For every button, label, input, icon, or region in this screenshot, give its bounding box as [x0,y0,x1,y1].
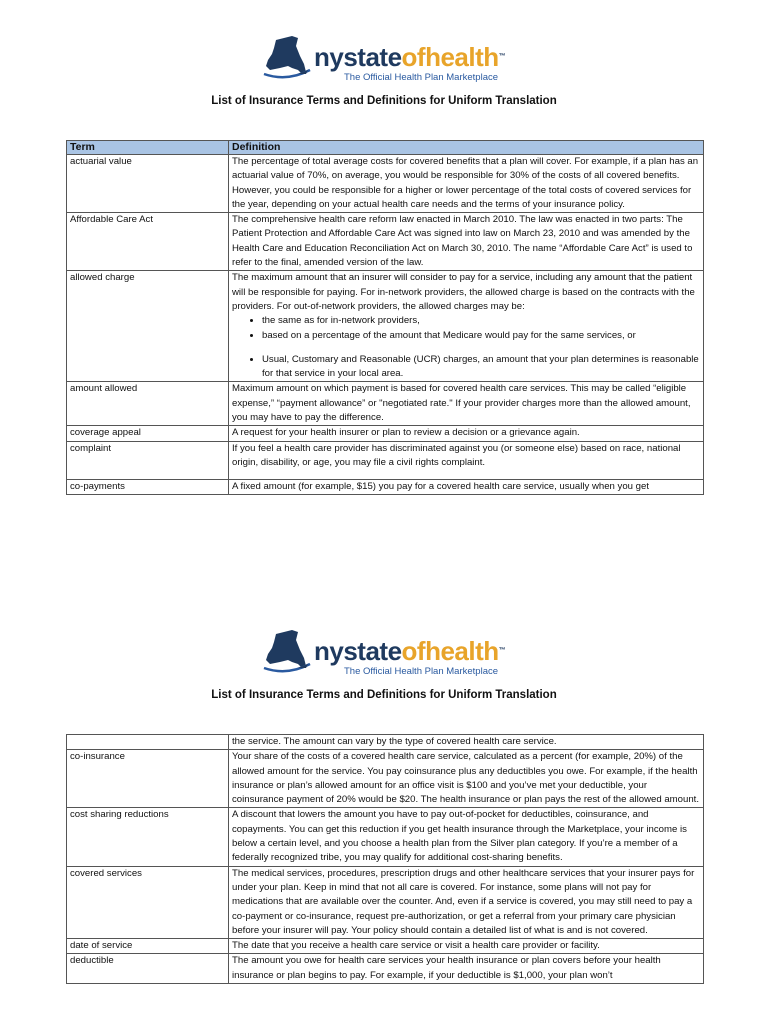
table-row [67,271,704,382]
page-2 [0,520,768,1024]
table-row [67,441,704,479]
definition-cell: The medical services, procedures, prescription drugs and other healthcare services that your insurer pays for under your plan. Keep in mind that not all care is covered. For instance, some plans will not pay for medications that are available over the counter. And, even if a service is covered, you may still need to pay a co-payment or co-insurance, request pre-authorization, or get a referral from your primary care physician before your insurer will pay. Your policy should contain a detailed list of what is and is not covered. [229,866,704,938]
definition-cell [229,271,704,382]
definition-cell: the service. The amount can vary by the type of covered health care service. [229,735,704,750]
definition-cell: A request for your health insurer or plan to review a decision or a grievance again. [229,426,704,441]
terms-table [66,140,704,495]
term-cell: covered services [67,866,229,938]
table-row [67,735,704,750]
terms-table [66,734,704,984]
tagline: The Official Health Plan Marketplace [344,72,499,83]
list-item: • the same as for in-network providers, [262,314,700,328]
definition-header: Definition [229,141,704,155]
table-row [67,382,704,426]
term-cell: co-payments [67,479,229,494]
term-cell: coverage appeal [67,426,229,441]
table-row [67,866,704,938]
term-header: Term [67,141,229,155]
table-row [67,939,704,954]
table-row [67,750,704,808]
definition-cell: A discount that lowers the amount you have to pay out-of-pocket for deductibles, coinsurance, and copayments. You can get this reduction if you get health insurance through the Marketplace, your income is below a certain level, and you choose a health plan from the Silver plan category. If you’re a member of a federally recognized tribe, you may qualify for additional cost-sharing benefits. [229,808,704,866]
table-row [67,954,704,984]
list-item: • based on a percentage of the amount that Medicare would pay for the same services, or [262,329,700,343]
document-title: List of Insurance Terms and Definitions for Uniform Translation [211,95,557,107]
term-cell: actuarial value [67,155,229,213]
document-title: List of Insurance Terms and Definitions for Uniform Translation [211,689,557,701]
logo [0,626,768,682]
definition-text: The maximum amount that an insurer will consider to pay for a service, including any amount that the patient will be responsible for paying. For in-network providers, the allowed charge is based on the contracts with the providers. For out-of-network providers, the allowed charges may be: [232,272,695,312]
term-cell: co-insurance [67,750,229,808]
trademark: ™ [498,647,506,654]
new-york-state-icon [262,34,312,84]
term-cell: Affordable Care Act [67,213,229,271]
brand-part1: nystate [314,636,402,666]
term-cell: complaint [67,441,229,479]
brand-part2: ofhealth [401,636,499,666]
table-row [67,426,704,441]
definition-cell: Maximum amount on which payment is based for covered health care services. This may be called “eligible expense,” “payment allowance” or "negotiated rate." If your provider charges more than the allowed amount, you may have to pay the difference. [229,382,704,426]
definition-cell: If you feel a health care provider has discriminated against you (or someone else) based on race, national origin, disability, or age, you may file a civil rights complaint. [229,441,704,479]
term-cell: amount allowed [67,382,229,426]
brand-name [314,44,505,70]
table-row [67,213,704,271]
trademark: ™ [498,53,506,60]
term-cell: date of service [67,939,229,954]
definition-cell: The comprehensive health care reform law enacted in March 2010. The law was enacted in two parts: The Patient Protection and Affordable Care Act was signed into law on March 23, 2010 and was amended by the Health Care and Education Reconciliation Act on March 30, 2010. The name “Affordable Care Act” is used to refer to the final, amended version of the law. [229,213,704,271]
definition-cell: Your share of the costs of a covered health care service, calculated as a percent (for example, 20%) of the allowed amount for the service. You pay coinsurance plus any deductibles you owe. For example, if the health insurance or plan’s allowed amount for an office visit is $100 and you’ve met your deductible, your coinsurance payment of 20% would be $20. The health insurance or plan pays the rest of the allowed amount. [229,750,704,808]
definition-cell: A fixed amount (for example, $15) you pay for a covered health care service, usually when you get [229,479,704,494]
table-row [67,479,704,494]
bullet-list [232,314,700,381]
definition-cell: The amount you owe for health care services your health insurance or plan covers before your health insurance or plan begins to pay. For example, if your deductible is $1,000, your plan won’t [229,954,704,984]
tagline: The Official Health Plan Marketplace [344,666,499,677]
definition-cell: The percentage of total average costs for covered benefits that a plan will cover. For example, if a plan has an actuarial value of 70%, on average, you would be responsible for 30% of the costs of all covered benefits. However, you could be responsible for a higher or lower percentage of the total costs of covered services for the year, depending on your actual health care needs and the terms of your insurance policy. [229,155,704,213]
table-header-row [67,141,704,155]
table-row [67,155,704,213]
brand-name [314,638,505,664]
brand-part2: ofhealth [401,42,499,72]
term-cell [67,735,229,750]
brand-part1: nystate [314,42,402,72]
term-cell: allowed charge [67,271,229,382]
table-row [67,808,704,866]
term-cell: deductible [67,954,229,984]
new-york-state-icon [262,628,312,678]
definition-cell: The date that you receive a health care service or visit a health care provider or facility. [229,939,704,954]
logo [0,32,768,88]
list-item: • Usual, Customary and Reasonable (UCR) charges, an amount that your plan determines is reasonable for that service in your local area. [262,353,700,382]
term-cell: cost sharing reductions [67,808,229,866]
